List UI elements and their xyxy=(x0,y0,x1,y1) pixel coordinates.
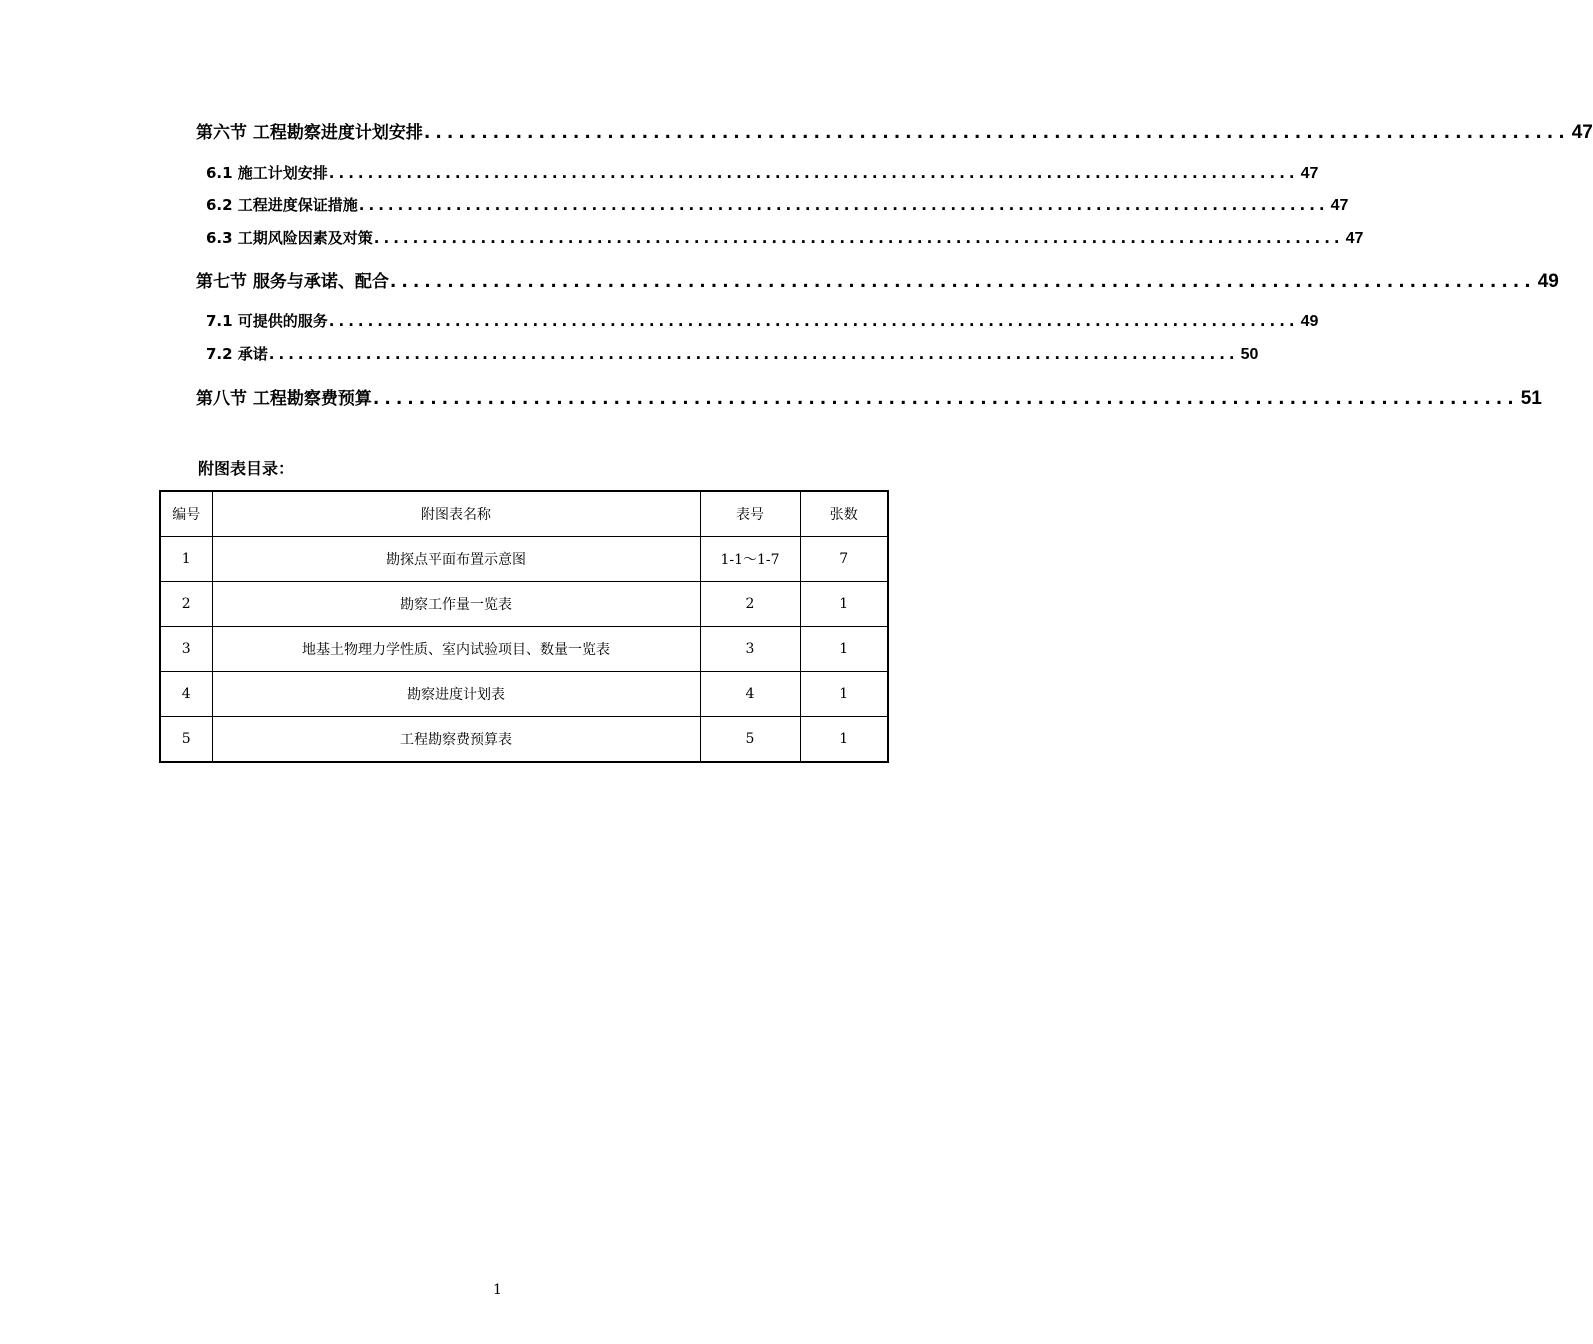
toc-entry-page: 50 xyxy=(1240,346,1259,363)
cell-table-no: 3 xyxy=(700,627,800,672)
cell-table-no: 5 xyxy=(700,717,800,763)
cell-number: 4 xyxy=(160,672,212,717)
toc-entry-label: 7.2 承诺 xyxy=(206,345,268,363)
toc-entry-label: 6.3 工期风险因素及对策 xyxy=(206,229,373,247)
toc-leader-dots: .................................................................................................... xyxy=(268,345,1239,363)
cell-sheet-count: 1 xyxy=(800,582,888,627)
toc-entry-label: 第八节 工程勘察费预算 xyxy=(196,389,372,409)
toc-entry-label: 6.1 施工计划安排 xyxy=(206,164,328,182)
cell-name: 工程勘察费预算表 xyxy=(212,717,700,763)
header-sheet-count: 张数 xyxy=(800,491,888,537)
toc-entry-label: 第七节 服务与承诺、配合 xyxy=(196,272,389,292)
toc-entry-label: 6.2 工程进度保证措施 xyxy=(206,196,358,214)
toc-entry-6-1[interactable] xyxy=(206,162,1319,183)
cell-sheet-count: 1 xyxy=(800,717,888,763)
toc-leader-dots: .................................................................................................... xyxy=(373,229,1344,247)
toc-entry-section-7[interactable] xyxy=(196,267,1559,293)
toc-leader-dots: .................................................................................................... xyxy=(372,389,1519,409)
toc-leader-dots: .................................................................................................... xyxy=(328,164,1299,182)
toc-entry-page: 47 xyxy=(1330,197,1349,214)
header-name: 附图表名称 xyxy=(212,491,700,537)
toc-entry-page: 47 xyxy=(1571,122,1593,143)
cell-name: 勘探点平面布置示意图 xyxy=(212,537,700,582)
cell-sheet-count: 1 xyxy=(800,627,888,672)
toc-entry-page: 49 xyxy=(1300,313,1319,330)
header-number: 编号 xyxy=(160,491,212,537)
cell-name: 勘察工作量一览表 xyxy=(212,582,700,627)
cell-name: 地基土物理力学性质、室内试验项目、数量一览表 xyxy=(212,627,700,672)
toc-entry-section-8[interactable] xyxy=(196,384,1542,410)
cell-number: 5 xyxy=(160,717,212,763)
cell-number: 1 xyxy=(160,537,212,582)
cell-sheet-count: 1 xyxy=(800,672,888,717)
table-row xyxy=(160,627,888,672)
toc-entry-7-2[interactable] xyxy=(206,343,1259,364)
header-table-no: 表号 xyxy=(700,491,800,537)
toc-leader-dots: .................................................................................................... xyxy=(423,123,1570,143)
page-number: 1 xyxy=(493,1282,502,1298)
cell-number: 3 xyxy=(160,627,212,672)
appendix-title: 附图表目录： xyxy=(198,459,295,478)
cell-table-no: 2 xyxy=(700,582,800,627)
toc-leader-dots: .................................................................................................... xyxy=(328,312,1299,330)
toc-leader-dots: .................................................................................................... xyxy=(389,272,1536,292)
cell-name: 勘察进度计划表 xyxy=(212,672,700,717)
toc-entry-section-6[interactable] xyxy=(196,118,1593,144)
cell-table-no: 4 xyxy=(700,672,800,717)
toc-entry-page: 47 xyxy=(1345,230,1364,247)
table-row xyxy=(160,717,888,763)
toc-entry-6-3[interactable] xyxy=(206,227,1364,248)
toc-entry-label: 第六节 工程勘察进度计划安排 xyxy=(196,123,423,143)
appendix-table xyxy=(159,490,889,763)
cell-number: 2 xyxy=(160,582,212,627)
toc-entry-page: 51 xyxy=(1520,388,1542,409)
table-row xyxy=(160,672,888,717)
table-header-row xyxy=(160,491,888,537)
toc-entry-label: 7.1 可提供的服务 xyxy=(206,312,328,330)
toc-entry-page: 47 xyxy=(1300,165,1319,182)
table-row xyxy=(160,582,888,627)
cell-table-no: 1-1～1-7 xyxy=(700,537,800,582)
table-row xyxy=(160,537,888,582)
toc-entry-page: 49 xyxy=(1537,271,1559,292)
toc-leader-dots: .................................................................................................... xyxy=(358,196,1329,214)
toc-entry-6-2[interactable] xyxy=(206,194,1349,215)
cell-sheet-count: 7 xyxy=(800,537,888,582)
toc-entry-7-1[interactable] xyxy=(206,310,1319,331)
